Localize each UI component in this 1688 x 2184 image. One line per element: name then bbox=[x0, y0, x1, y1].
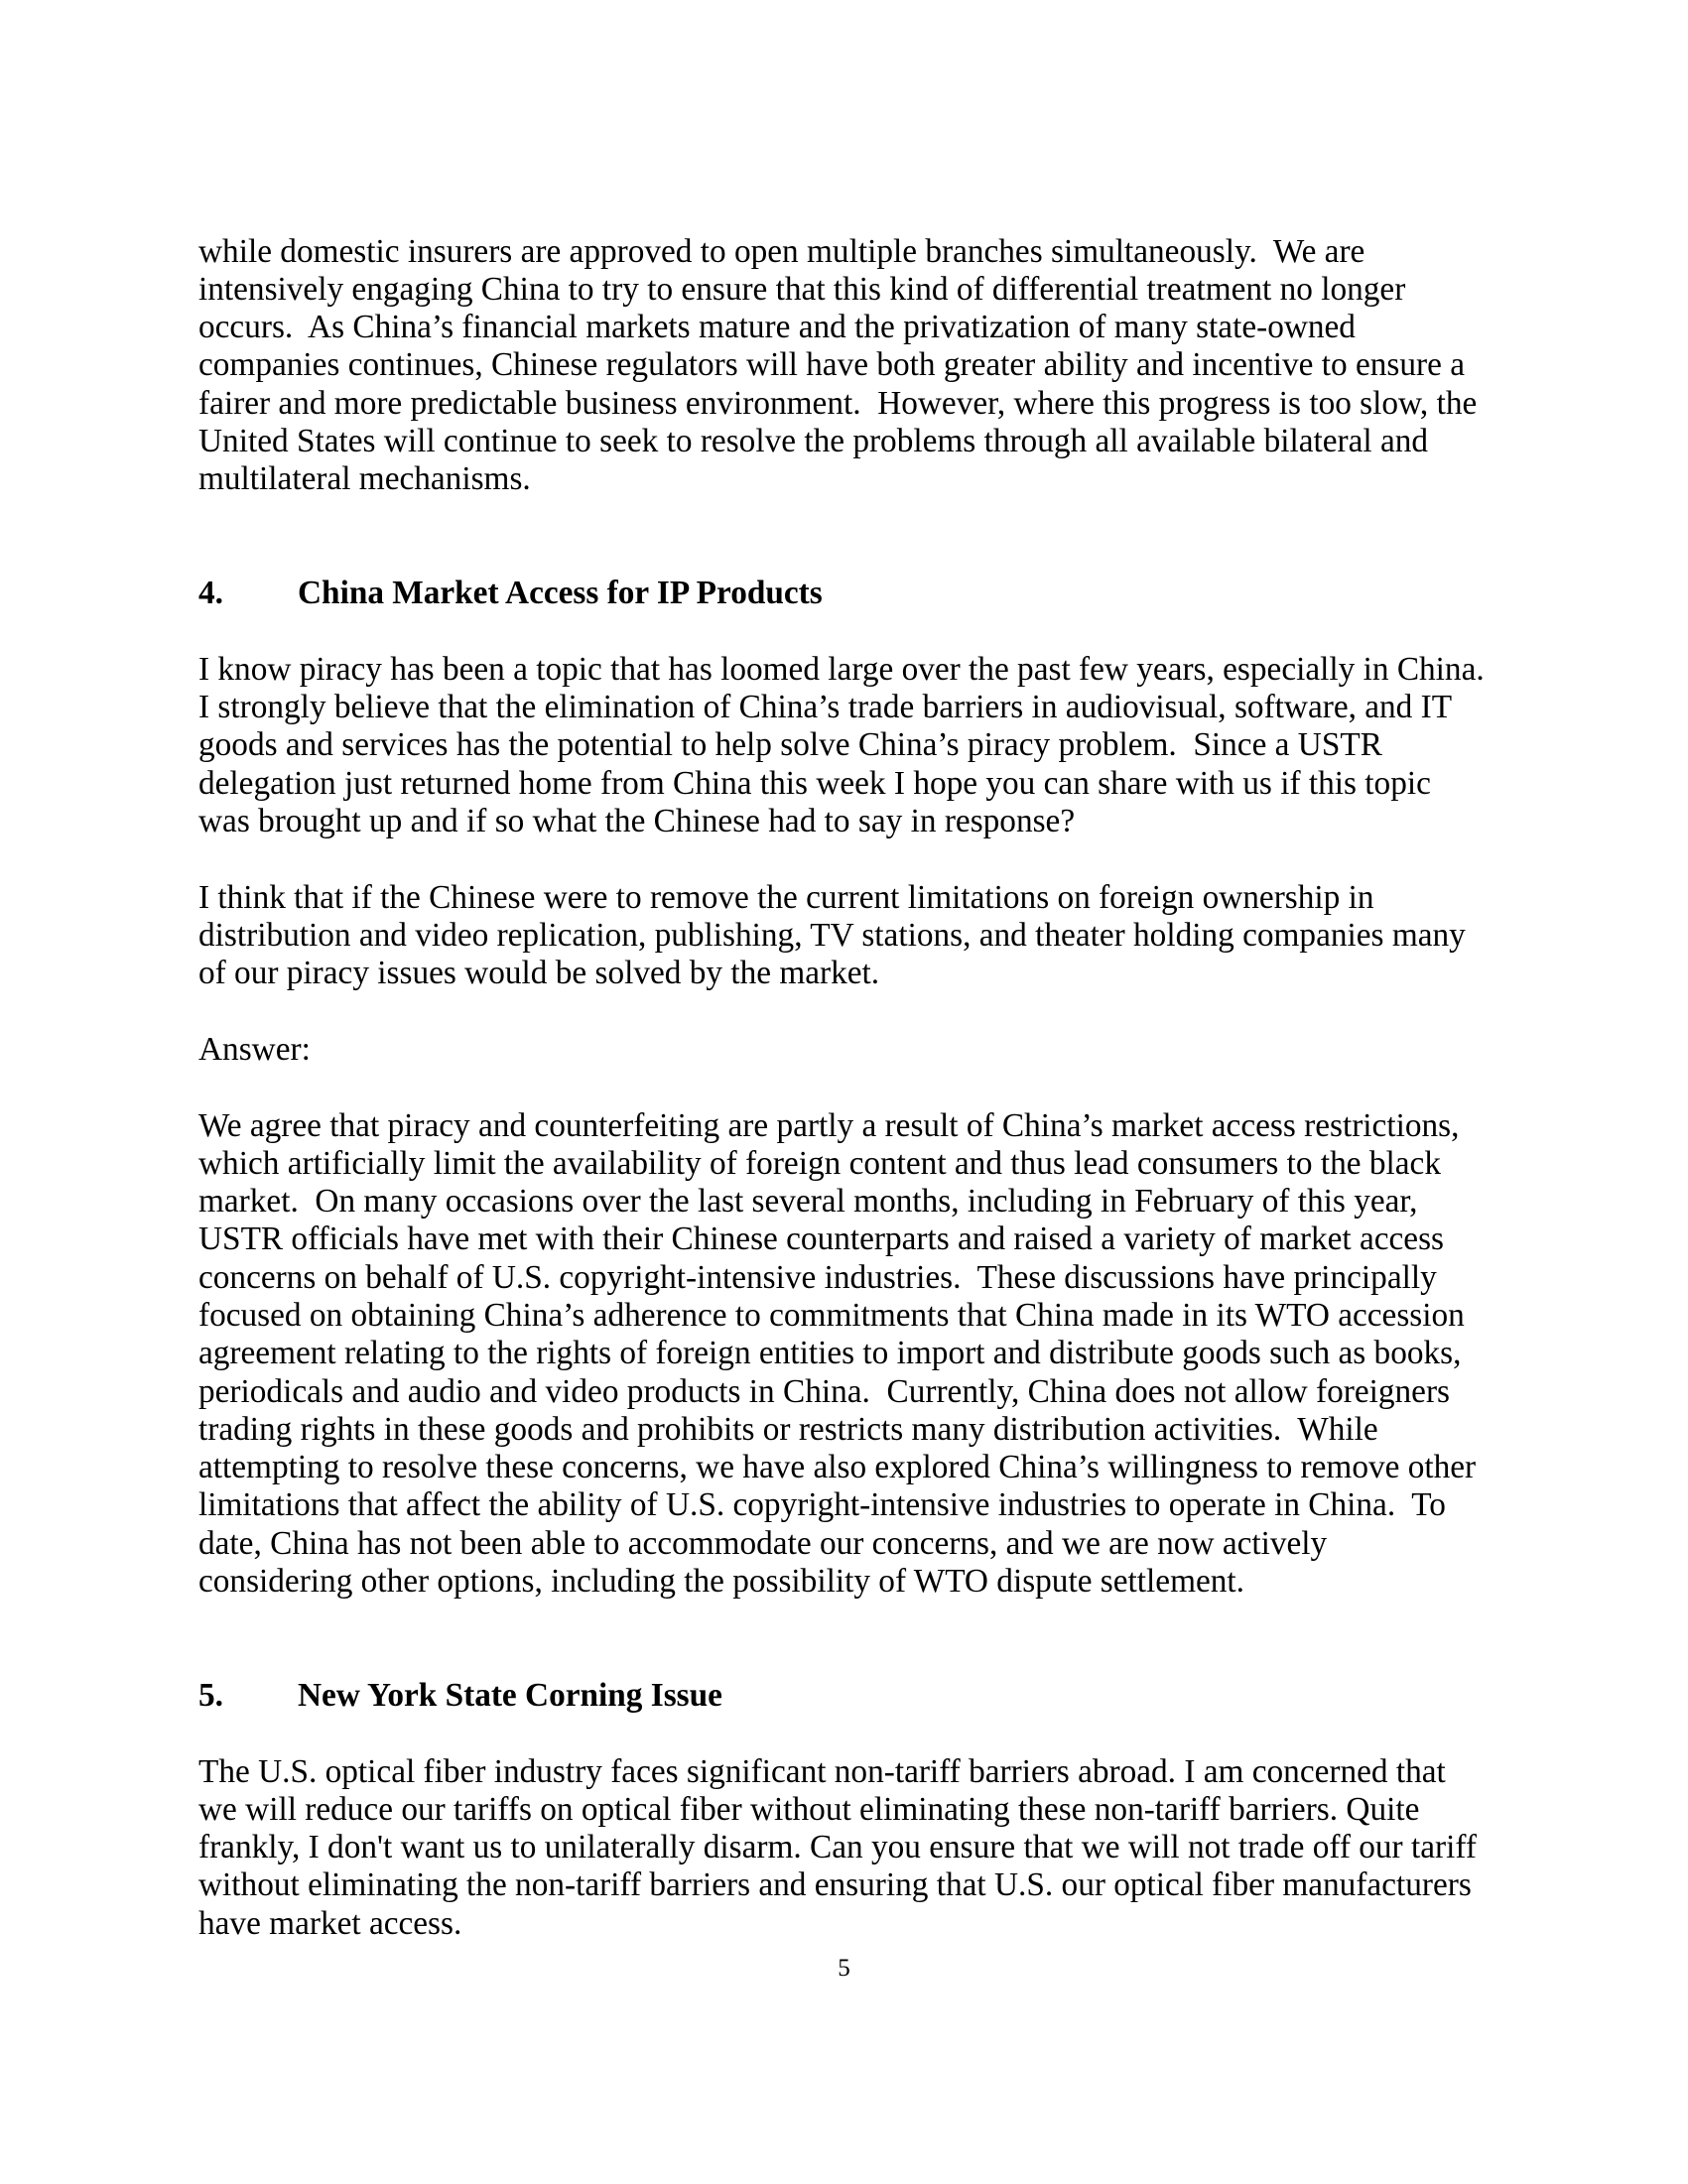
text-line: occurs. As China’s financial markets mature and the privatization of many state-owned bbox=[198, 309, 1356, 346]
continuation-paragraph bbox=[198, 233, 1490, 499]
text-line: goods and services has the potential to help solve China’s piracy problem. Since a USTR bbox=[198, 726, 1382, 764]
text-line: limitations that affect the ability of U.S. copyright-intensive industries to operate in China. To bbox=[198, 1486, 1446, 1524]
question-paragraph bbox=[198, 651, 1490, 840]
section-title: New York State Corning Issue bbox=[298, 1677, 722, 1714]
section-number: 4. bbox=[198, 575, 223, 612]
text-line: considering other options, including the possibility of WTO dispute settlement. bbox=[198, 1563, 1244, 1601]
text-line: without eliminating the non-tariff barriers and ensuring that U.S. our optical fiber manufacturers bbox=[198, 1866, 1472, 1904]
text-line: distribution and video replication, publishing, TV stations, and theater holding companies many bbox=[198, 916, 1466, 954]
text-line: I know piracy has been a topic that has loomed large over the past few years, especially in China. bbox=[198, 650, 1485, 688]
answer-paragraph bbox=[198, 1107, 1490, 1602]
text-line: USTR officials have met with their Chinese counterparts and raised a variety of market access bbox=[198, 1220, 1444, 1258]
section-number: 5. bbox=[198, 1677, 223, 1714]
text-line: was brought up and if so what the Chinese had to say in response? bbox=[198, 803, 1076, 840]
text-line: periodicals and audio and video products in China. Currently, China does not allow foreigners bbox=[198, 1372, 1450, 1410]
answer-label-text: Answer: bbox=[198, 1030, 311, 1068]
answer-label bbox=[198, 1031, 1490, 1069]
text-line: companies continues, Chinese regulators will have both greater ability and incentive to ensure a bbox=[198, 346, 1465, 384]
question-paragraph bbox=[198, 879, 1490, 993]
text-line: trading rights in these goods and prohibits or restricts many distribution activities. While bbox=[198, 1410, 1378, 1448]
text-line: frankly, I don't want us to unilaterally disarm. Can you ensure that we will not trade off our tariff bbox=[198, 1829, 1477, 1866]
text-line: market. On many occasions over the last several months, including in February of this year, bbox=[198, 1183, 1418, 1220]
text-line: date, China has not been able to accommodate our concerns, and we are now actively bbox=[198, 1524, 1328, 1562]
text-line: We agree that piracy and counterfeiting are partly a result of China’s market access restrictions, bbox=[198, 1106, 1460, 1144]
text-line: while domestic insurers are approved to open multiple branches simultaneously. We are bbox=[198, 232, 1365, 270]
text-line: agreement relating to the rights of foreign entities to import and distribute goods such as books, bbox=[198, 1335, 1462, 1372]
page-number: 5 bbox=[838, 1955, 850, 1982]
text-line: which artificially limit the availability of foreign content and thus lead consumers to the black bbox=[198, 1144, 1441, 1182]
text-line: intensively engaging China to try to ensure that this kind of differential treatment no longer bbox=[198, 270, 1406, 308]
text-line: concerns on behalf of U.S. copyright-intensive industries. These discussions have principally bbox=[198, 1258, 1437, 1296]
text-line: fairer and more predictable business environment. However, where this progress is too slow, the bbox=[198, 384, 1478, 422]
text-line: delegation just returned home from China this week I hope you can share with us if this topic bbox=[198, 764, 1431, 802]
text-line: focused on obtaining China’s adherence to commitments that China made in its WTO accession bbox=[198, 1296, 1465, 1334]
text-line: The U.S. optical fiber industry faces significant non-tariff barriers abroad. I am concerned that bbox=[198, 1752, 1446, 1790]
text-line: multilateral mechanisms. bbox=[198, 460, 531, 498]
text-line: I think that if the Chinese were to remove the current limitations on foreign ownership in bbox=[198, 878, 1374, 916]
text-line: have market access. bbox=[198, 1904, 462, 1942]
text-line: I strongly believe that the elimination of China’s trade barriers in audiovisual, software, and IT bbox=[198, 689, 1453, 726]
text-line: we will reduce our tariffs on optical fiber without eliminating these non-tariff barriers. Quite bbox=[198, 1790, 1420, 1828]
text-line: United States will continue to seek to resolve the problems through all available bilateral and bbox=[198, 423, 1429, 460]
section-heading-4 bbox=[198, 575, 1490, 612]
question-paragraph bbox=[198, 1753, 1490, 1943]
section-title: China Market Access for IP Products bbox=[298, 575, 823, 612]
text-line: of our piracy issues would be solved by the market. bbox=[198, 955, 880, 992]
section-heading-5 bbox=[198, 1677, 1490, 1715]
text-line: attempting to resolve these concerns, we have also explored China’s willingness to remove other bbox=[198, 1449, 1477, 1486]
